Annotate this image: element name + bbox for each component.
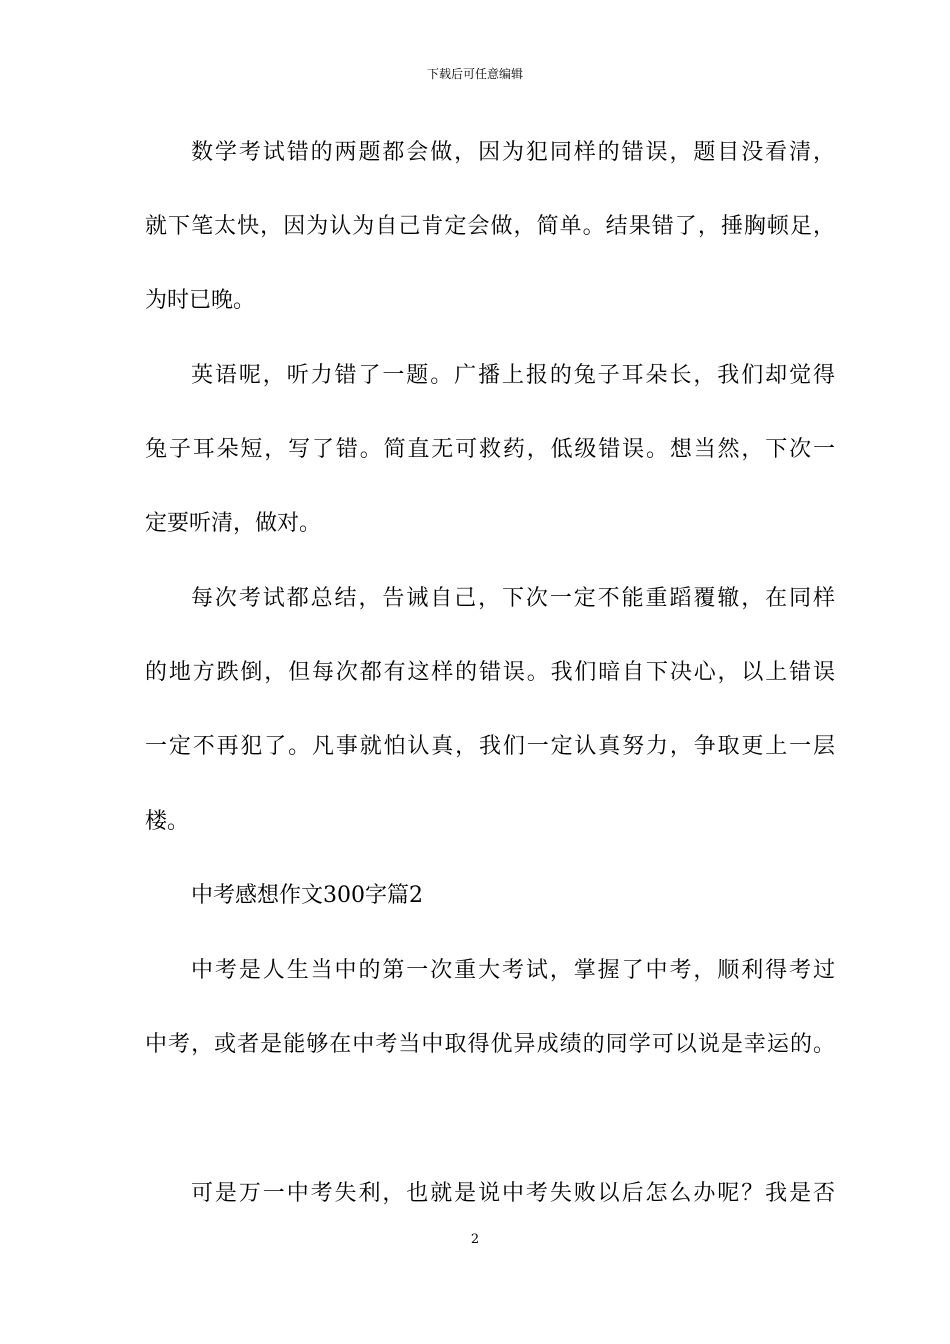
paragraph-4-line-1: 中考是人生当中的第一次重大考试，掌握了中考，顺利得考过: [191, 958, 835, 983]
section-title: 中考感想作文300字篇2: [191, 883, 423, 908]
paragraph-3-line-4: 楼。: [145, 809, 190, 834]
paragraph-1-line-2: 就下笔太快，因为认为自己肯定会做，简单。结果错了，捶胸顿足，: [145, 214, 835, 239]
paragraph-2-line-3: 定要听清，做对。: [145, 511, 322, 536]
paragraph-1-line-3: 为时已晚。: [145, 288, 256, 313]
paragraph-3-line-3: 一定不再犯了。凡事就怕认真，我们一定认真努力，争取更上一层: [145, 734, 835, 759]
paragraph-1-line-1: 数学考试错的两题都会做，因为犯同样的错误，题目没看清，: [191, 140, 835, 165]
page-number: 2: [470, 1232, 480, 1247]
paragraph-2-line-2: 兔子耳朵短，写了错。简直无可救药，低级错误。想当然，下次一: [145, 437, 835, 462]
paragraph-2-line-1: 英语呢，听力错了一题。广播上报的兔子耳朵长，我们却觉得: [191, 363, 835, 388]
paragraph-5-line-1: 可是万一中考失利，也就是说中考失败以后怎么办呢？我是否: [191, 1181, 835, 1206]
page-header: 下载后可任意编辑: [426, 67, 523, 81]
paragraph-3-line-1: 每次考试都总结，告诫自己，下次一定不能重蹈覆辙，在同样: [191, 586, 835, 611]
paragraph-4-line-2: 中考，或者是能够在中考当中取得优异成绩的同学可以说是幸运的。: [145, 1032, 835, 1057]
paragraph-3-line-2: 的地方跌倒，但每次都有这样的错误。我们暗自下决心，以上错误: [145, 660, 835, 685]
